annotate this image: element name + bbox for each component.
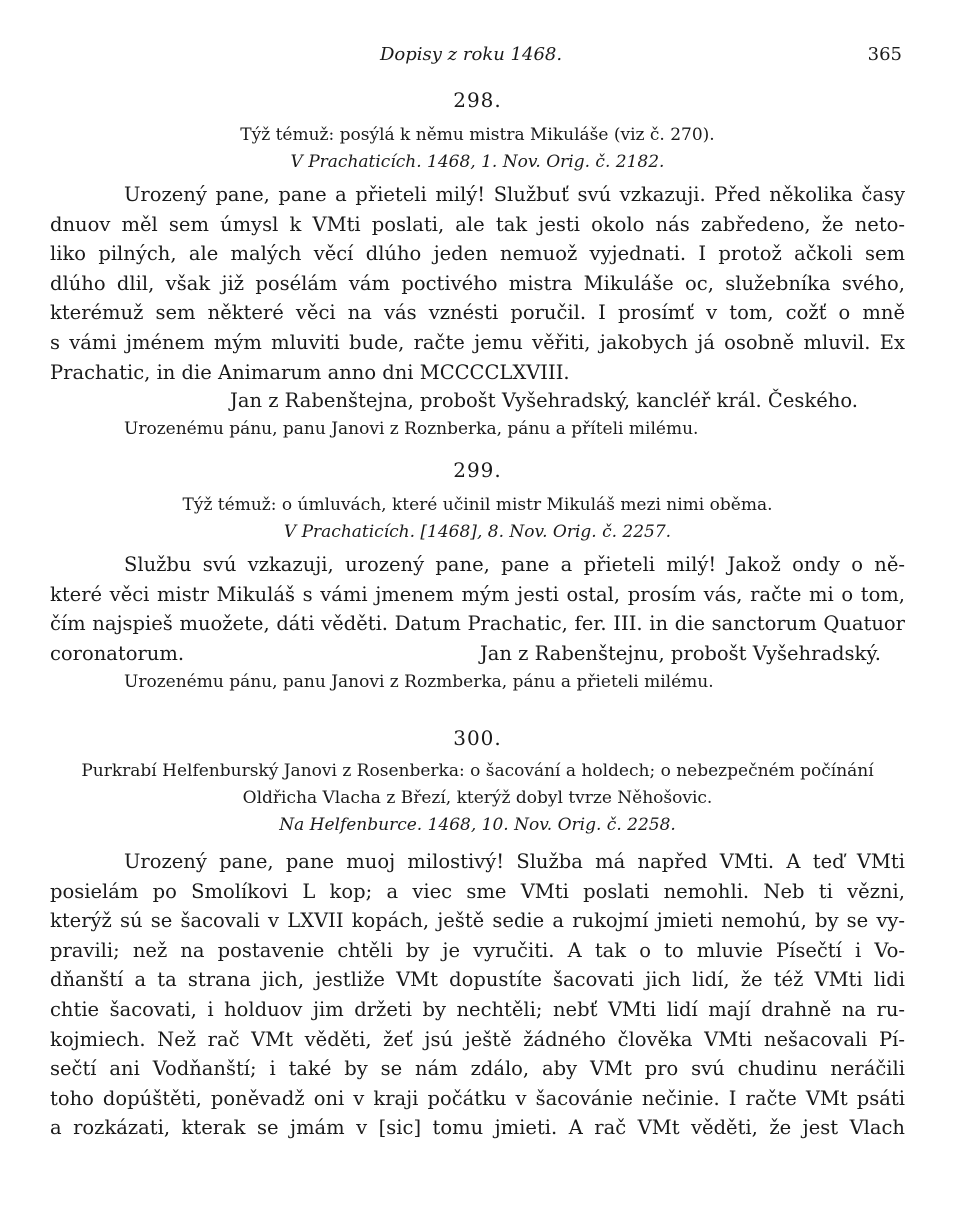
letter-signature: Jan z Rabenštejna, probošt Vyšehradský, kancléř král. Českého. bbox=[230, 389, 858, 413]
running-title: Dopisy z roku 1468. bbox=[380, 44, 563, 65]
letter-summary bbox=[50, 758, 905, 812]
text-line: Urozený pane, pane muoj milostivý! Služba má napřed VMti. A teď VMti bbox=[124, 850, 905, 873]
text-line: chtie šacovati, i holduov jim držeti by nechtěli; nebť VMti lidí mají drahně na ru- bbox=[50, 997, 905, 1021]
text-line: posielám po Smolíkovi L kop; a viec sme VMti poslati nemohli. Neb ti vězni, bbox=[50, 879, 905, 903]
text-line: kterýž sú se šacovali v LXVII kopách, ještě sedie a rukojmí jmieti nemohú, by se vy- bbox=[50, 909, 905, 933]
summary-line: Oldřicha Vlacha z Březí, kterýž dobyl tvrze Něhošovic. bbox=[242, 788, 713, 808]
letter-address: Urozenému pánu, panu Janovi z Rozmberka, pánu a přieteli milému. bbox=[124, 672, 714, 693]
letter-299 bbox=[50, 458, 905, 696]
letter-number: 300. bbox=[453, 726, 502, 750]
text-line: Prachatic, in die Animarum anno dni MCCCCLXVIII. bbox=[50, 360, 570, 384]
text-line: čím najspieš muožete, dáti věděti. Datum Prachatic, fer. III. in die sanctorum Quatuor bbox=[50, 612, 905, 636]
text-line: a rozkázati, kterak se jmám v [sic] tomu jmieti. A rač VMt věděti, že jest Vlach bbox=[50, 1116, 905, 1140]
text-line: dňanští a ta strana jich, jestliže VMt dopustíte šacovati jich lidí, že též VMti lidi bbox=[50, 968, 905, 992]
text-line: kojmiech. Než rač VMt věděti, žeť jsú ještě žádného člověka VMti nešacovali Pí- bbox=[50, 1027, 905, 1051]
text-line: dnuov měl sem úmysl k VMti poslati, ale tak jesti okolo nás zabředeno, že neto- bbox=[50, 212, 905, 236]
text-line: kterémuž sem některé věci na vás vznésti poručil. I prosímť v tom, cožť o mně bbox=[50, 301, 905, 325]
text-line: Službu svú vzkazuji, urozený pane, pane a přieteli milý! Jakož ondy o ně- bbox=[124, 553, 905, 576]
letter-address: Urozenému pánu, panu Janovi z Roznberka, pánu a příteli milému. bbox=[124, 419, 699, 440]
letter-summary: Týž témuž: posýlá k němu mistra Mikuláše (viz č. 270). bbox=[240, 125, 715, 145]
letter-298 bbox=[50, 88, 905, 443]
text-line: toho dopúštěti, poněvadž oni v kraji počátku v šacovánie nečinie. I račte VMt psáti bbox=[50, 1086, 905, 1110]
text-line: dlúho dlil, však již posélám vám poctivého mistra Mikuláše oc, služebníka svého, bbox=[50, 271, 905, 295]
letter-number: 299. bbox=[453, 458, 502, 482]
page-number: 365 bbox=[867, 44, 902, 65]
letter-300 bbox=[50, 726, 905, 1143]
letter-summary: Týž témuž: o úmluvách, které učinil mistr Mikuláš mezi nimi oběma. bbox=[182, 495, 773, 515]
letter-place-date: V Prachaticích. 1468, 1. Nov. Orig. č. 2182. bbox=[290, 152, 665, 172]
letter-body bbox=[50, 550, 905, 668]
letter-place-date: V Prachaticích. [1468], 8. Nov. Orig. č. 2257. bbox=[283, 522, 672, 542]
letter-body bbox=[50, 847, 905, 1143]
text-line: které věci mistr Mikuláš s vámi jmenem mým jesti ostal, prosím vás, račte mi o tom, bbox=[50, 582, 905, 606]
closing-line bbox=[50, 639, 905, 669]
text-line-end: coronatorum. bbox=[50, 641, 185, 665]
letter-place-date: Na Helfenburce. 1468, 10. Nov. Orig. č. 2258. bbox=[279, 815, 676, 835]
text-line: pravili; než na postavenie chtěli by je vyručiti. A tak o to mluvie Písečtí i Vo- bbox=[50, 938, 905, 962]
letter-body bbox=[50, 180, 905, 387]
letter-signature: Jan z Rabenštejnu, probošt Vyšehradský. bbox=[479, 641, 881, 665]
text-line: liko pilných, ale malých věcí dlúho jeden nemuož vyjednati. I protož ačkoli sem bbox=[50, 242, 905, 266]
letter-number: 298. bbox=[453, 88, 502, 112]
text-line: sečtí ani Vodňanští; i také by se nám zdálo, aby VMt pro svú chudinu neráčili bbox=[50, 1057, 905, 1081]
summary-line: Purkrabí Helfenburský Janovi z Rosenberka: o šacování a holdech; o nebezpečném počínání bbox=[81, 761, 874, 781]
text-line: Urozený pane, pane a přieteli milý! Službuť svú vzkazuji. Před několika časy bbox=[124, 183, 905, 206]
text-line: s vámi jménem mým mluviti bude, račte jemu věřiti, jakobych já osobně mluvil. Ex bbox=[50, 330, 905, 354]
